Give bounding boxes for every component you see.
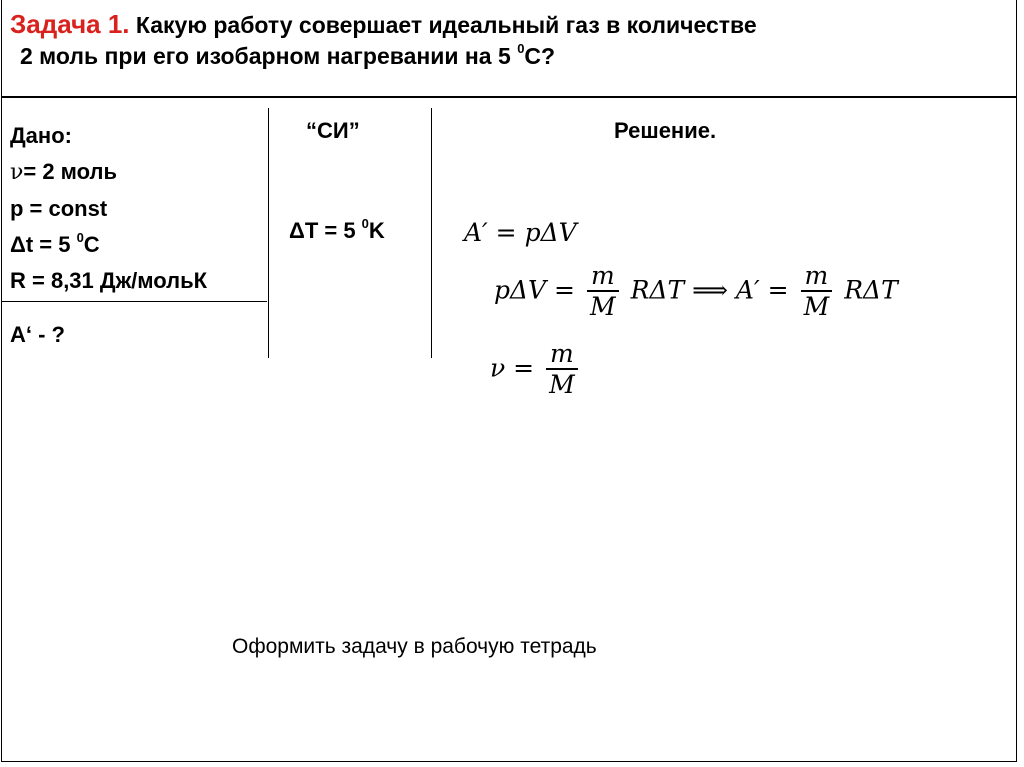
given-block <box>10 118 207 299</box>
formula-work: A′ = pΔV <box>464 218 577 247</box>
fraction-m-over-m <box>587 262 619 322</box>
given-dt <box>10 227 207 263</box>
fraction-nu-denominator: M <box>549 370 575 399</box>
formula-pdv-right: RΔT <box>844 275 898 305</box>
si-dt-sup: 0 <box>361 215 369 231</box>
fraction-denominator-2: M <box>803 292 830 321</box>
formula-pdv <box>494 262 898 322</box>
degree-superscript: 0 <box>517 41 525 57</box>
task-title-line2 <box>10 41 1010 72</box>
fraction-m-over-m-2 <box>801 262 833 322</box>
task-title <box>10 9 1010 72</box>
formula-nu <box>490 340 582 400</box>
nu-symbol: ν <box>10 160 24 185</box>
si-dt-text: ΔT = 5 <box>289 218 362 243</box>
formula-pdv-left: pΔV = <box>494 275 576 305</box>
given-pressure: p = const <box>10 196 108 221</box>
si-dt-unit: K <box>368 218 385 243</box>
given-nu-value: = 2 моль <box>23 159 118 184</box>
si-dt <box>289 215 385 244</box>
title-divider <box>1 96 1017 98</box>
given-dt-sup: 0 <box>76 229 84 245</box>
task-title-line2-end: С? <box>524 43 556 69</box>
task-number: Задача 1. <box>10 9 130 39</box>
given-dt-unit: С <box>83 232 100 257</box>
fraction-numerator-2: m <box>801 262 833 292</box>
column-divider-right <box>431 108 432 358</box>
formula-nu-left: ν = <box>490 353 535 383</box>
fraction-nu-numerator: m <box>546 340 578 370</box>
fraction-denominator: M <box>590 292 616 321</box>
si-header: “СИ” <box>306 118 360 143</box>
fraction-numerator: m <box>587 262 619 292</box>
column-divider-left <box>268 108 269 358</box>
task-title-line1: Какую работу совершает идеальный газ в количестве <box>129 12 757 38</box>
solution-header: Решение. <box>614 118 717 143</box>
given-dt-text: Δt = 5 <box>10 232 77 257</box>
unknown-quantity: A‘ - ? <box>10 322 65 347</box>
fraction-nu <box>546 340 578 400</box>
given-header: Дано: <box>10 123 72 148</box>
given-divider <box>1 301 267 302</box>
formula-pdv-mid: RΔT ⟹ A′ = <box>630 275 789 305</box>
given-r: R = 8,31 Дж/мольК <box>10 268 208 293</box>
given-nu <box>10 154 207 191</box>
task-title-line2-text: 2 моль при его изобарном нагревании на 5 <box>20 43 518 69</box>
homework-note: Оформить задачу в рабочую тетрадь <box>232 635 597 658</box>
